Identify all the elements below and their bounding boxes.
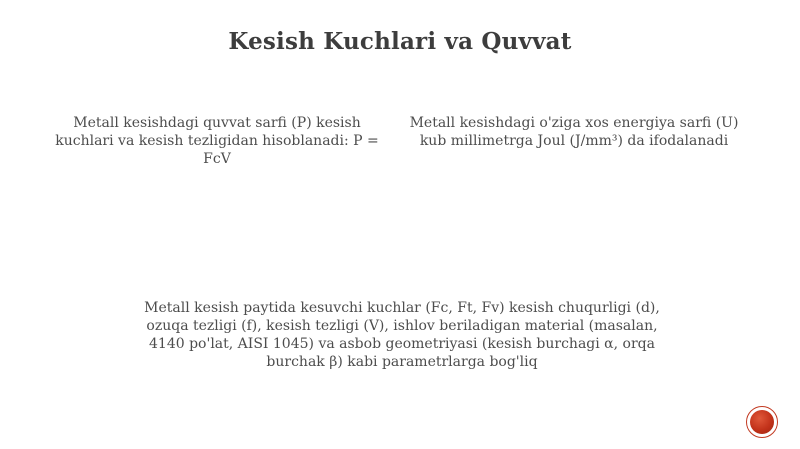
circle-icon: [750, 410, 774, 434]
text-block-power: Metall kesishdagi quvvat sarfi (P) kesish kuchlari va kesish tezligidan hisoblanadi: P = FcV: [55, 115, 379, 167]
text-block-cutting-forces: Metall kesish paytida kesuvchi kuchlar (Fc, Ft, Fv) kesish chuqurligi (d), ozuqa tezligi (f), kesish tezligi (V), ishlov beriladigan material (masalan, 4140 po'lat, AISI 1045) va asbob geometriyasi (kesish burchagi α, orqa burchak β) kabi parametrlarga bog'liq: [144, 300, 660, 370]
text-block-specific-energy: Metall kesishdagi o'ziga xos energiya sarfi (U) kub millimetrga Joul (J/mm³) da ifodalanadi: [409, 115, 739, 149]
next-slide-button[interactable]: [746, 406, 778, 438]
slide-title: Kesish Kuchlari va Quvvat: [228, 28, 572, 55]
